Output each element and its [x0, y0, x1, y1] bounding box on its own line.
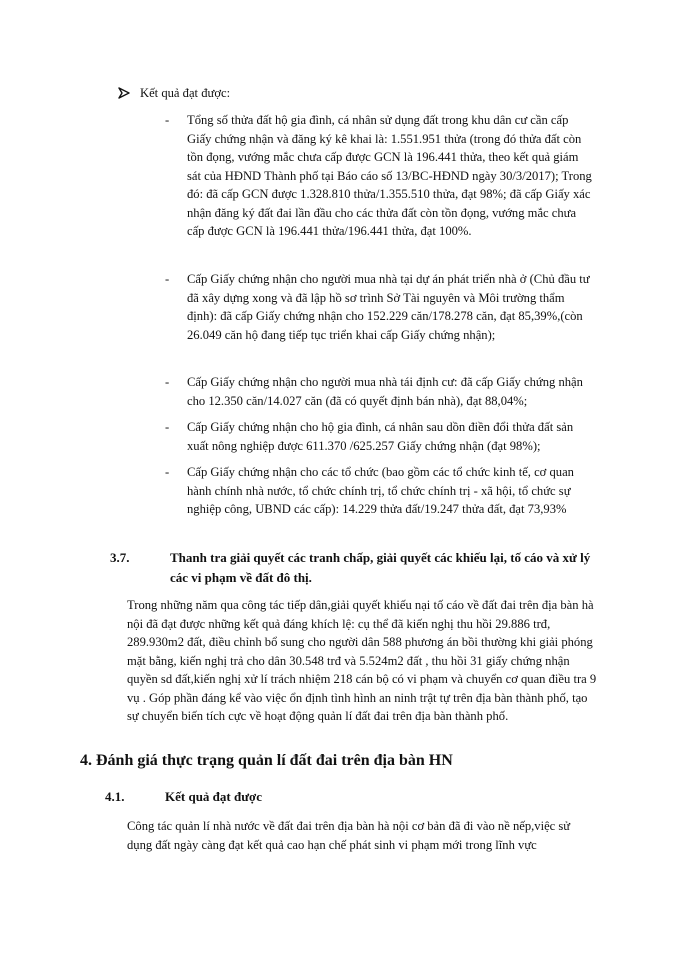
section-4-1-heading [105, 787, 262, 807]
section-number: 4.1. [105, 789, 125, 804]
dash-marker: - [165, 272, 170, 286]
list-item-text: Cấp Giấy chứng nhận cho người mua nhà tại dự án phát triển nhà ở (Chủ đầu tư đã xây dựng xong và đã lập hồ sơ trình Sở Tài nguyên và Môi trường thẩm định): đã cấp Giấy chứng nhận cho 152.229 căn/178.278 căn, đạt 85,39%,(còn 26.049 căn hộ đang tiếp tục triển khai cấp Giấy chứng nhận); [187, 272, 590, 342]
list-item [165, 270, 595, 344]
list-item [165, 418, 595, 455]
section-title: Đánh giá thực trạng quản lí đất đai trên địa bàn HN [96, 752, 453, 769]
section-number: 3.7. [110, 550, 130, 565]
list-item-text: Cấp Giấy chứng nhận cho người mua nhà tái định cư: đã cấp Giấy chứng nhận cho 12.350 căn/14.027 căn (đã có quyết định bán nhà), đạt 88,04%; [187, 375, 583, 408]
list-item-text: Tổng số thửa đất hộ gia đình, cá nhân sử dụng đất trong khu dân cư cần cấp Giấy chứng nhận và đăng ký kê khai là: 1.551.951 thửa (trong đó thửa đất còn tồn đọng, vướng mắc chưa cấp được GCN là 196.441 thửa, theo kết quả giám sát của HĐND Thành phố tại Báo cáo số 13/BC-HĐND ngày 30/3/2017); Trong đó: đã cấp GCN được 1.328.810 thửa/1.355.510 thửa, đạt 98%; đã cấp Giấy xác nhận đăng ký đất đai lần đầu cho các thửa đất còn tồn đọng, vướng mắc chưa cấp được GCN là 196.441 thửa/196.441 thửa, đạt 100%. [187, 113, 592, 238]
dash-marker: - [165, 465, 170, 479]
arrow-bullet-icon [118, 87, 130, 99]
dash-marker: - [165, 113, 170, 127]
list-item-text: Cấp Giấy chứng nhận cho hộ gia đình, cá nhân sau dồn điền đổi thửa đất sản xuất nông nghiệp được 611.370 /625.257 Giấy chứng nhận (đạt 98%); [187, 420, 574, 453]
section-4-1-body: Công tác quản lí nhà nước về đất đai trên địa bàn hà nội cơ bản đã đi vào nề nếp,việc sử dụng đất ngày càng đạt kết quả cao hạn chế phát sinh vi phạm mới trong lĩnh vực [127, 819, 571, 852]
section-3-7-heading [110, 548, 600, 588]
dash-marker: - [165, 375, 170, 389]
ket-qua-heading-text: Kết quả đạt được: [140, 86, 231, 100]
section-3-7-body: Trong những năm qua công tác tiếp dân,giải quyết khiếu nại tố cáo về đất đai trên địa bàn hà nội đã đạt được những kết quả đáng khích lệ: cụ thể đã kiến nghị thu hồi 29.886 trđ, 289.930m2 đất, điều chỉnh bổ sung cho người dân 588 phương án bồi thường khi giải phóng mặt bằng, kiến nghị trả cho dân 30.548 trđ và 5.524m2 đất , thu hồi 31 giấy chứng nhận quyền sd đất,kiến nghị xử lí trách nhiệm 218 cán bộ có vi phạm và chuyển cơ quan điều tra 9 vụ . Góp phần đáng kể vào việc ổn định tình hình an ninh trật tự trên địa bàn thành phố, tạo sự chuyển biến tích cực về hoạt động quản lí đất đai trên địa bàn thành phố. [127, 598, 597, 723]
dash-marker: - [165, 420, 170, 434]
list-item-text: Cấp Giấy chứng nhận cho các tổ chức (bao gồm các tổ chức kinh tế, cơ quan hành chính nhà nước, tổ chức chính trị, tổ chức chính trị - xã hội, tổ chức sự nghiệp công, UBND các cấp): 14.229 thửa đất/19.247 thửa đất, đạt 73,93% [187, 465, 574, 516]
list-item [165, 373, 595, 410]
section-title: Kết quả đạt được [165, 789, 262, 804]
ket-qua-heading [118, 84, 230, 103]
list-item [165, 111, 595, 241]
section-4-heading [80, 750, 453, 772]
section-title: Thanh tra giải quyết các tranh chấp, giải quyết các khiếu lại, tố cáo và xử lý các vi phạm về đất đô thị. [170, 550, 591, 585]
list-item [165, 463, 595, 519]
section-number: 4. [80, 752, 92, 769]
